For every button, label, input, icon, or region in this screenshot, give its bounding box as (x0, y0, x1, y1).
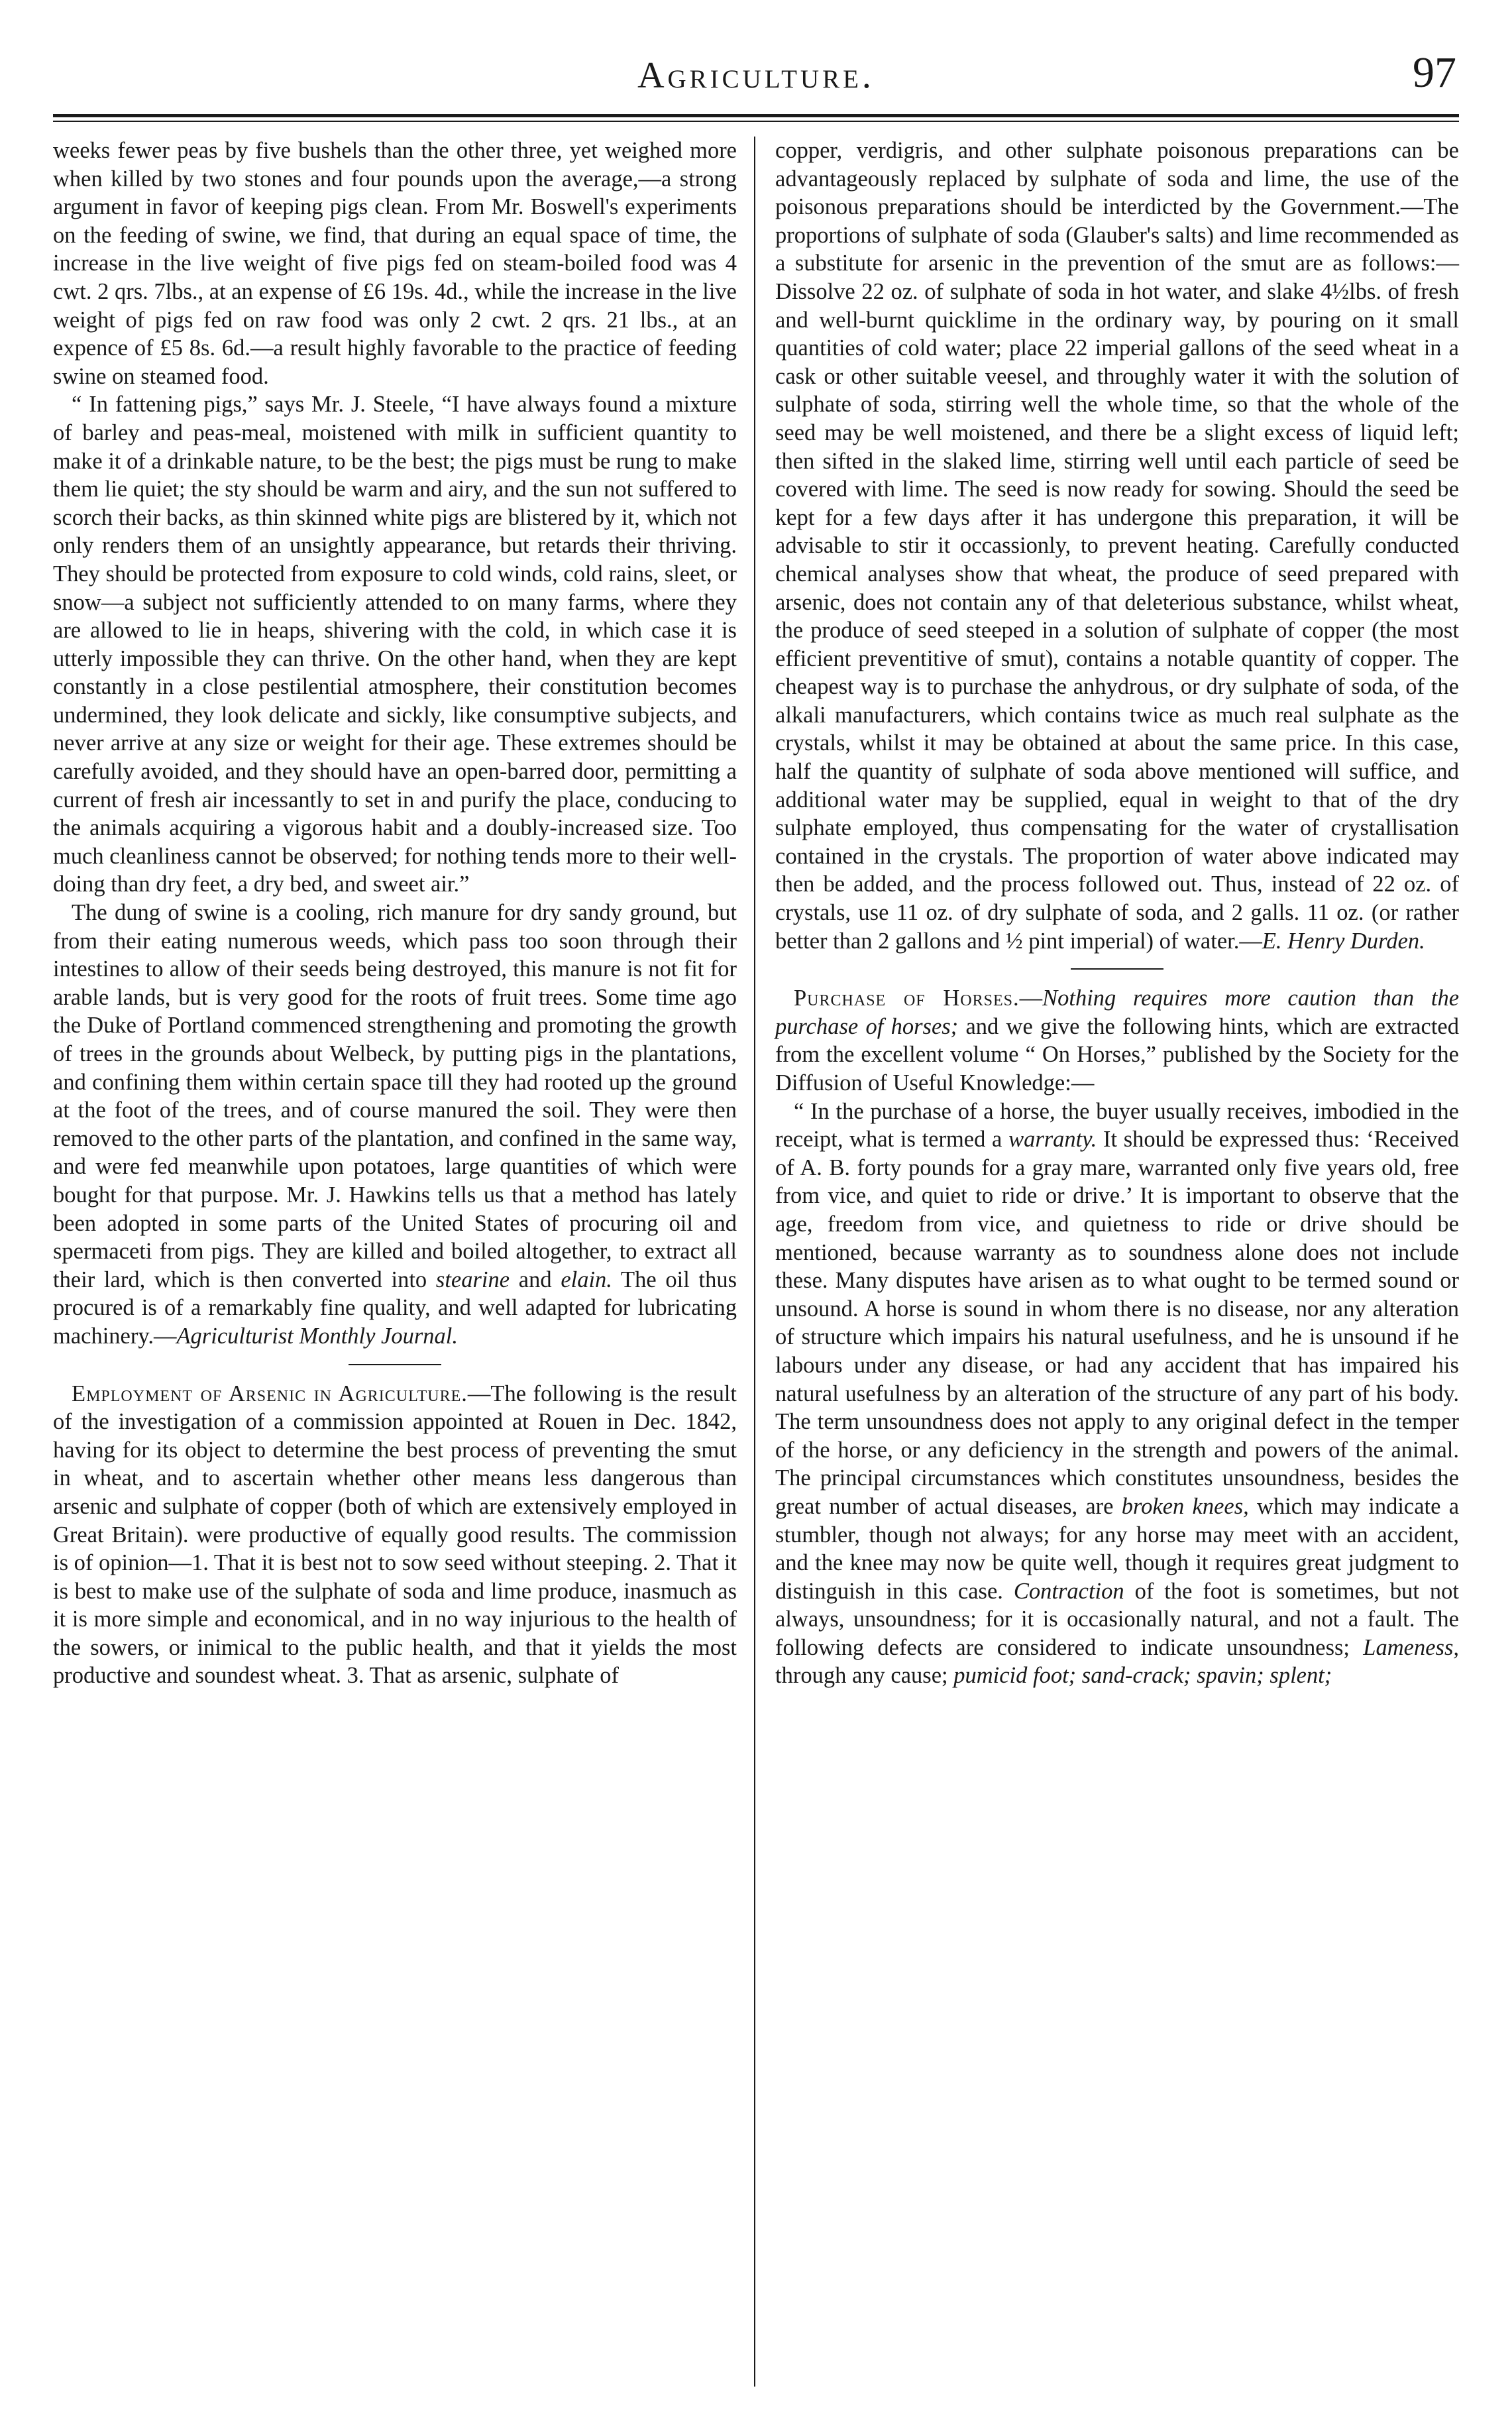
paragraph-text: “ In the purchase of a horse, the buyer usually receives, imbodied in the receipt, what is termed a (775, 1098, 1459, 1153)
italic-term: broken knees, (1121, 1493, 1249, 1519)
paragraph-text: and we give the following hints, which are extracted from the excellent volume “ On Horses,” published by the Society for the Diffusion of Useful Knowledge:— (775, 1013, 1459, 1096)
heading-dash: — (1019, 986, 1043, 1011)
paragraph-text: —The following is the result of the investigation of a commission appointed at Rouen in Dec. 1842, having for its object to determine the best process of preventing the smut in wheat, and to ascertain whether other means less dangerous than arsenic and sulphate of copper (both of which are extensively employed in Great Britain). were productive of equally good results. The commission is of opinion—1. That it is best not to sow seed without steeping. 2. That it is best to make use of the sulphate of soda and lime produce, inasmuch as it is more simple and economical, and in no way injurious to the health of the sowers, or inimical to the public health, and that it yields the most productive and soundest wheat. 3. That as arsenic, sulphate of (53, 1381, 737, 1689)
header-rule-thin (53, 121, 1459, 122)
paragraph-text: The dung of swine is a cooling, rich manure for dry sandy ground, but from their eating numerous weeds, which pass too soon through their intestines to allow of their seeds being destroyed, this manure is not fit for arable lands, but is very good for the roots of fruit trees. Some time ago the Duke of Portland commenced strengthening and promoting the growth of trees in the grounds about Welbeck, by putting pigs in the plantations, and confining them within certain space till they had rooted up the ground at the foot of the trees, and of course manured the soil. They were then removed to the other parts of the plantation, and confined in the same way, and were fed meanwhile upon potatoes, large quantities of which were bought for that purpose. Mr. J. Hawkins tells us that a method has lately been adopted in some parts of the United States of procuring oil and spermaceti from pigs. They are killed and boiled altogether, to extract all their lard, which is then converted into (53, 900, 737, 1292)
paragraph (53, 1380, 737, 1691)
paragraph-text: copper, verdigris, and other sulphate poisonous preparations can be advantageously replaced by sulphate of soda and lime, the use of the poisonous preparations should be interdicted by the Government.—The proportions of sulphate of soda (Glauber's salts) and lime recommended as a substitute for arsenic in the prevention of the smut are as follows:—Dissolve 22 oz. of sulphate of soda in hot water, and slake 4½lbs. of fresh and well-burnt quicklime in the ordinary way, by pouring on it small quantities of cold water; place 22 imperial gallons of the seed wheat in a cask or other suitable veesel, and throughly water it with the solution of sulphate of soda, stirring well the whole time, so that the whole of the seed may be well moistened, and there be a slight excess of liquid left; then sifted in the slaked lime, stirring well until each particle of seed be covered with lime. The seed is now ready for sowing. Should the seed be kept for a few days after it has undergone this preparation, it will be advisable to stir it occassionly, to prevent heating. Carefully conducted chemical analyses show that wheat, the produce of seed prepared with arsenic, does not contain any of that deleterious substance, whilst wheat, the produce of seed steeped in a solution of sulphate of copper (the most efficient preventitive of smut), contains a notable quantity of copper. The cheapest way is to purchase the anhydrous, or dry sulphate of soda, of the alkali manufacturers, which contains twice as much real sulphate as the crystals, whilst it may be obtained at about the same price. In this case, half the quantity of sulphate of soda above mentioned will suffice, and additional water may be supplied, equal in weight to that of the dry sulphate employed, thus compensating for the water of crystallisation contained in the crystals. The proportion of water above indicated may then be added, and the process followed out. Thus, instead of 22 oz. of crystals, use 11 oz. of dry sulphate of soda, and 2 galls. 11 oz. (or rather better than 2 gallons and ½ pint imperial) of water.— (775, 138, 1459, 954)
italic-term: sand-crack; (1081, 1663, 1191, 1689)
paragraph-text: weeks fewer peas by five bushels than the other three, yet weighed more when killed by two stones and four pounds upon the average,—a strong argument in favor of keeping pigs clean. From Mr. Boswell's experiments on the feeding of swine, we find, that during an equal space of time, the increase in the live weight of five pigs fed on steam-boiled food was 4 cwt. 2 qrs. 7lbs., at an expense of £6 19s. 4d., while the increase in the live weight of pigs fed on raw food was only 2 cwt. 2 qrs. 21 lbs., at an expence of £5 8s. 6d.—a result highly favorable to the practice of feeding swine on steamed food. (53, 138, 737, 389)
header-rule-thick (53, 114, 1459, 117)
page-number: 97 (1413, 48, 1456, 97)
paragraph-text: through any cause; (775, 1663, 948, 1689)
section-divider (1071, 968, 1163, 970)
paragraph (775, 984, 1459, 1097)
italic-term: Contraction (1013, 1578, 1124, 1604)
italic-term: warranty. (1008, 1127, 1097, 1153)
section-heading: Employment of Arsenic in Agriculture. (72, 1381, 468, 1406)
page (53, 40, 1459, 2399)
running-title: Agriculture. (637, 55, 875, 96)
paragraph-text: It should be expressed thus: ‘Received of A. B. forty pounds for a gray mare, warranted only five years old, free from vice, and quiet to ride or drive.’ It is important to observe that the age, freedom from vice, and quietness to ride or drive should be mentioned, because warranty as to soundness alone does not include these. Many disputes have arisen as to what ought to be termed sound or unsound. A horse is sound in whom there is no disease, nor any alteration of structure which impairs his natural usefulness, and he is unsound if he labours under any disease, or had any accident that has impaired his natural usefulness by an alteration of the structure of any part of his body. The term unsoundness does not apply to any original defect in the temper of the horse, or any deficiency in the strength and powers of the animal. The principal circumstances which constitutes unsoundness, besides the great number of actual diseases, are (775, 1127, 1459, 1519)
italic-term: elain. (561, 1267, 612, 1292)
paragraph-text: of the foot is sometimes, but not always, unsoundness; for it is occasionally natural, and not a fault. The following defects are considered to indicate unsoundness; (775, 1578, 1459, 1660)
italic-term: splent; (1269, 1663, 1332, 1689)
italic-term: pumicid foot; (953, 1663, 1077, 1689)
paragraph (53, 899, 737, 1351)
source-credit: Agriculturist Monthly Journal. (176, 1323, 458, 1349)
paragraph-text: “ In fattening pigs,” says Mr. J. Steele, “I have always found a mixture of barley and peas-meal, moistened with milk in sufficient quantity to make it of a drinkable nature, to be the best; the pigs must be rung to make them lie quiet; the sty should be warm and airy, and the sun not suffered to scorch their backs, as thin skinned white pigs are blistered by it, which not only renders them of an unsightly appearance, but retards their thriving. They should be protected from exposure to cold winds, cold rains, sleet, or snow—a subject not sufficiently attended to on many farms, where they are allowed to lie in heaps, shivering with the cold, in which case it is utterly impossible they can thrive. On the other hand, when they are kept constantly in a close pestilential atmosphere, their constitution becomes undermined, they look delicate and sickly, like consumptive subjects, and never arrive at any size or weight for their age. These extremes should be carefully avoided, and they should have an open-barred door, permitting a current of fresh air incessantly to set in and purify the place, conducing to the animals acquiring a vigorous habit and a doubly-increased size. Too much cleanliness cannot be observed; for nothing tends more to their well-doing than dry feet, a dry bed, and sweet air.” (53, 392, 737, 897)
section-heading: Purchase of Horses. (794, 986, 1020, 1011)
paragraph (53, 390, 737, 899)
italic-term: Lameness, (1363, 1634, 1460, 1660)
paragraph (775, 137, 1459, 955)
paragraph-text: The oil thus procured is of a remarkably fine quality, and well adapted for lubricating machinery.— (53, 1267, 737, 1349)
section-divider (349, 1364, 441, 1365)
author-credit: E. Henry Durden. (1262, 928, 1425, 954)
italic-term: spavin; (1197, 1663, 1264, 1689)
left-column (53, 137, 737, 1690)
paragraph-text: which may indicate a stumbler, though not always; for any horse may meet with an accident, and the knee may now be quite well, though it requires great judgment to distinguish in this case. (775, 1493, 1460, 1604)
paragraph (53, 137, 737, 390)
right-column (775, 137, 1459, 1690)
italic-lead: Nothing requires more caution than the purchase of horses; (775, 986, 1460, 1039)
paragraph-text: and (518, 1267, 552, 1292)
italic-term: stearine (435, 1267, 510, 1292)
paragraph (775, 1098, 1459, 1690)
body-columns (53, 137, 1459, 1690)
page-header (53, 40, 1459, 106)
